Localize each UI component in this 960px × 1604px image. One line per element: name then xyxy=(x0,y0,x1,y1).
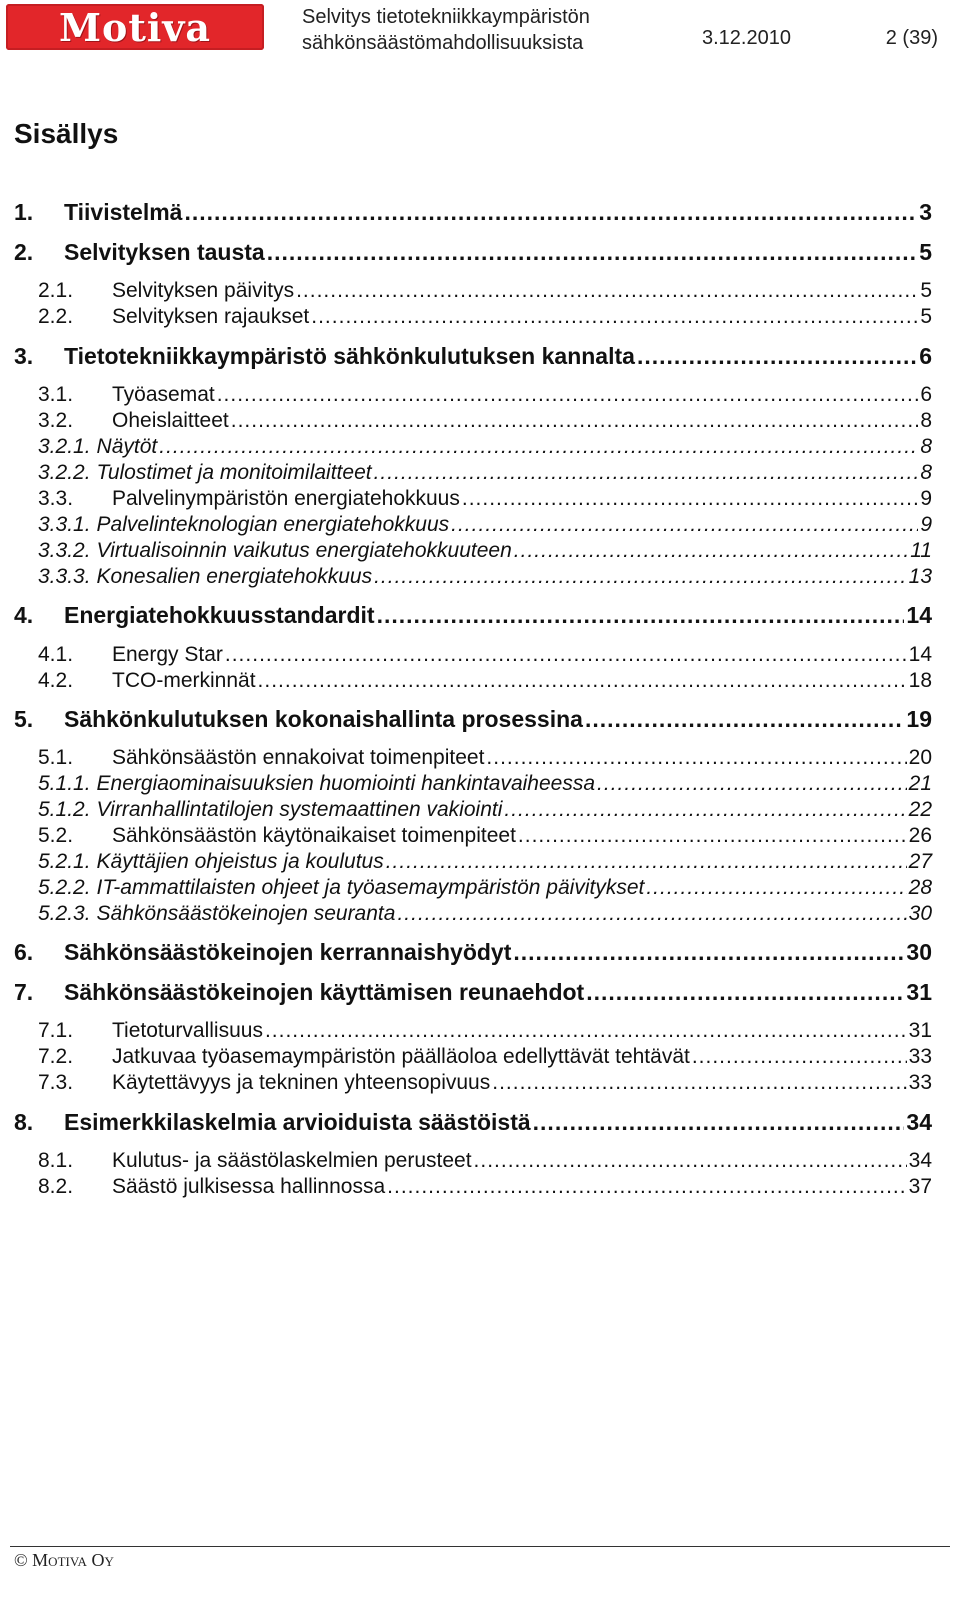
toc-entry[interactable] xyxy=(14,746,932,770)
logo-text: Motiva xyxy=(58,4,212,50)
toc-entry-number: 3.2. xyxy=(38,409,74,432)
toc-entry-title: Konesalien energiatehokkuus xyxy=(96,565,373,588)
toc-entry-title: Sähkönkulutuksen kokonaishallinta prosessina xyxy=(64,706,583,732)
toc-entry-page: 9 xyxy=(920,487,932,510)
toc-entry-number: 3.3.2. xyxy=(38,539,91,562)
toc-entry-title: Jatkuvaa työasemaympäristön päälläoloa edellyttävät tehtävät xyxy=(112,1045,690,1068)
toc-entry-title: Palvelinteknologian energiatehokkuus xyxy=(96,513,450,536)
toc-entry-number: 2. xyxy=(14,239,34,265)
toc-entry-title: Sähkönsäästökeinojen käyttämisen reunaehdot xyxy=(64,979,585,1005)
toc-entry-page: 31 xyxy=(906,979,932,1005)
toc-entry-page: 5 xyxy=(920,279,932,302)
toc-entry-page: 18 xyxy=(908,669,932,692)
toc-entry-title: Virtualisoinnin vaikutus energiatehokkuuteen xyxy=(96,539,512,562)
toc-entry[interactable] xyxy=(14,772,932,796)
toc-leader-dots xyxy=(504,798,906,822)
toc-leader-dots xyxy=(267,239,917,266)
toc-entry-page: 14 xyxy=(906,602,932,628)
toc-entry-page: 8 xyxy=(920,435,932,458)
page-number: 2 (39) xyxy=(885,27,938,49)
toc-entry-number: 3.3. xyxy=(38,487,74,510)
toc-entry[interactable] xyxy=(14,1045,932,1069)
toc-entry-number: 7.2. xyxy=(38,1045,74,1068)
toc-entry-number: 5.2.3. xyxy=(38,902,91,925)
toc-entry-title: Energiatehokkuusstandardit xyxy=(64,602,375,628)
toc-entry[interactable] xyxy=(14,383,932,407)
toc-entry-page: 21 xyxy=(908,772,932,795)
toc-entry-page: 33 xyxy=(908,1045,932,1068)
toc-leader-dots xyxy=(462,487,918,511)
toc-leader-dots xyxy=(492,1071,906,1095)
toc-entry-page: 19 xyxy=(906,706,932,732)
toc-leader-dots xyxy=(451,513,918,537)
toc-entry-page: 14 xyxy=(908,643,932,666)
toc-entry-number: 5.2.1. xyxy=(38,850,91,873)
toc-entry-title: Tulostimet ja monitoimilaitteet xyxy=(96,461,372,484)
toc-leader-dots xyxy=(387,1175,906,1199)
toc-leader-dots xyxy=(637,343,917,370)
toc-entry-number: 4.1. xyxy=(38,643,74,666)
toc-leader-dots xyxy=(474,1149,907,1173)
toc-entry-number: 6. xyxy=(14,939,34,965)
toc-entry[interactable] xyxy=(14,798,932,822)
toc-entry[interactable] xyxy=(14,979,932,1006)
toc-entry[interactable] xyxy=(14,279,932,303)
toc-entry-page: 3 xyxy=(919,199,932,225)
toc-entry-page: 34 xyxy=(906,1109,932,1135)
toc-leader-dots xyxy=(374,461,919,485)
toc-entry[interactable] xyxy=(14,939,932,966)
toc-entry[interactable] xyxy=(14,824,932,848)
toc-entry-number: 5.1. xyxy=(38,746,74,769)
toc-entry-title: Sähkönsäästön ennakoivat toimenpiteet xyxy=(112,746,485,769)
toc-leader-dots xyxy=(377,602,905,629)
toc-entry-number: 5.2. xyxy=(38,824,74,847)
toc-entry-number: 3. xyxy=(14,343,34,369)
toc-entry-title: TCO-merkinnät xyxy=(112,669,256,692)
toc-entry[interactable] xyxy=(14,1071,932,1095)
toc-entry-page: 30 xyxy=(908,902,932,925)
toc-entry-page: 30 xyxy=(906,939,932,965)
toc-entry-number: 5.2.2. xyxy=(38,876,91,899)
toc-entry-page: 11 xyxy=(910,539,932,562)
toc-entry-title: Sähkönsäästökeinojen seuranta xyxy=(96,902,396,925)
toc-entry-page: 33 xyxy=(908,1071,932,1094)
toc-entry-page: 31 xyxy=(908,1019,932,1042)
toc-entry[interactable] xyxy=(14,876,932,900)
toc-entry[interactable] xyxy=(14,643,932,667)
toc-entry-title: Käyttäjien ohjeistus ja koulutus xyxy=(96,850,384,873)
toc-entry[interactable] xyxy=(14,1149,932,1173)
toc-leader-dots xyxy=(296,279,918,303)
toc-leader-dots xyxy=(585,706,904,733)
toc-leader-dots xyxy=(258,669,907,693)
document-date: 3.12.2010 xyxy=(702,27,791,49)
toc-entry-number: 8.2. xyxy=(38,1175,74,1198)
toc-entry-title: Palvelinympäristön energiatehokkuus xyxy=(112,487,460,510)
toc-entry-page: 20 xyxy=(908,746,932,769)
toc-entry[interactable] xyxy=(14,706,932,733)
toc-entry[interactable] xyxy=(14,343,932,370)
toc-entry-title: Energy Star xyxy=(112,643,223,666)
toc-entry-title: Tietotekniikkaympäristö sähkönkulutuksen kannalta xyxy=(64,343,635,369)
toc-leader-dots xyxy=(533,1109,905,1136)
toc-entry-page: 6 xyxy=(920,383,932,406)
toc-entry-number: 5.1.2. xyxy=(38,798,91,821)
toc-leader-dots xyxy=(513,939,904,966)
toc-entry-title: Sähkönsäästökeinojen kerrannaishyödyt xyxy=(64,939,512,965)
toc-entry-number: 5. xyxy=(14,706,34,732)
toc-entry-number: 3.2.2. xyxy=(38,461,91,484)
toc-entry-title: Oheislaitteet xyxy=(112,409,229,432)
toc-entry-number: 3.3.3. xyxy=(38,565,91,588)
toc-entry[interactable] xyxy=(14,539,932,563)
toc-entry-number: 4. xyxy=(14,602,34,628)
toc-entry[interactable] xyxy=(14,902,932,926)
toc-leader-dots xyxy=(265,1019,907,1043)
toc-entry-number: 2.2. xyxy=(38,305,74,328)
toc-entry-page: 27 xyxy=(908,850,932,873)
toc-entry-page: 22 xyxy=(908,798,932,821)
toc-entry[interactable] xyxy=(14,461,932,485)
toc-entry[interactable] xyxy=(14,565,932,589)
toc-leader-dots xyxy=(518,824,907,848)
document-title-line2: sähkönsäästömahdollisuuksista xyxy=(302,32,584,54)
toc-entry-number: 3.3.1. xyxy=(38,513,91,536)
toc-entry-page: 9 xyxy=(920,513,932,536)
toc-entry-title: Kulutus- ja säästölaskelmien perusteet xyxy=(112,1149,472,1172)
toc-entry[interactable] xyxy=(14,850,932,874)
toc-entry-number: 7.3. xyxy=(38,1071,74,1094)
toc-entry[interactable] xyxy=(14,513,932,537)
toc-entry-title: Käytettävyys ja tekninen yhteensopivuus xyxy=(112,1071,491,1094)
toc-entry-title: IT-ammattilaisten ohjeet ja työasemaympäristön päivitykset xyxy=(96,876,645,899)
toc-entry-number: 4.2. xyxy=(38,669,74,692)
toc-entry-page: 13 xyxy=(908,565,932,588)
toc-entry-page: 37 xyxy=(908,1175,932,1198)
toc-entry[interactable] xyxy=(14,305,932,329)
toc-entry[interactable] xyxy=(14,435,932,459)
toc-leader-dots xyxy=(374,565,907,589)
toc-entry-title: Tietoturvallisuus xyxy=(112,1019,263,1042)
toc-entry-title: Esimerkkilaskelmia arvioiduista säästöistä xyxy=(64,1109,531,1135)
toc-entry-number: 5.1.1. xyxy=(38,772,91,795)
toc-entry-page: 5 xyxy=(919,239,932,265)
toc-entry-page: 8 xyxy=(920,409,932,432)
motiva-logo xyxy=(6,4,264,50)
toc-entry[interactable] xyxy=(14,602,932,629)
footer-divider xyxy=(10,1546,950,1547)
toc-entry-number: 7. xyxy=(14,979,34,1005)
toc-entry-title: Selvityksen rajaukset xyxy=(112,305,310,328)
toc-leader-dots xyxy=(646,876,906,900)
toc-leader-dots xyxy=(514,539,908,563)
toc-entry-number: 3.1. xyxy=(38,383,74,406)
toc-leader-dots xyxy=(184,199,917,226)
toc-entry-number: 7.1. xyxy=(38,1019,74,1042)
footer-copyright: © Motiva Oy xyxy=(14,1550,114,1570)
toc-entry[interactable] xyxy=(14,239,932,266)
toc-entry-number: 1. xyxy=(14,199,34,225)
toc-entry-page: 8 xyxy=(920,461,932,484)
toc-entry-title: Selvityksen tausta xyxy=(64,239,265,265)
toc-leader-dots xyxy=(397,902,906,926)
toc-entry-number: 8. xyxy=(14,1109,34,1135)
toc-entry-title: Sähkönsäästön käytönaikaiset toimenpiteet xyxy=(112,824,516,847)
toc-entry[interactable] xyxy=(14,199,932,226)
toc-entry-title: Virranhallintatilojen systemaattinen vakiointi xyxy=(96,798,503,821)
toc-entry-title: Selvityksen päivitys xyxy=(112,279,295,302)
toc-entry-title: Työasemat xyxy=(112,383,215,406)
toc-entry[interactable] xyxy=(14,409,932,433)
toc-entry[interactable] xyxy=(14,669,932,693)
toc-leader-dots xyxy=(586,979,904,1006)
toc-entry-page: 28 xyxy=(908,876,932,899)
toc-leader-dots xyxy=(217,383,919,407)
toc-leader-dots xyxy=(231,409,919,433)
toc-entry-page: 6 xyxy=(919,343,932,369)
toc-entry[interactable] xyxy=(14,1175,932,1199)
toc-leader-dots xyxy=(386,850,907,874)
document-title-line1: Selvitys tietotekniikkaympäristön xyxy=(302,6,590,28)
toc-entry-number: 2.1. xyxy=(38,279,74,302)
toc-entry-page: 26 xyxy=(908,824,932,847)
toc-leader-dots xyxy=(486,746,906,770)
toc-entry-title: Energiaominaisuuksien huomiointi hankintavaiheessa xyxy=(96,772,596,795)
toc-entry-page: 5 xyxy=(920,305,932,328)
toc-entry-title: Näytöt xyxy=(96,435,158,458)
toc-entry[interactable] xyxy=(14,1019,932,1043)
toc-leader-dots xyxy=(692,1045,907,1069)
toc-entry-number: 3.2.1. xyxy=(38,435,91,458)
toc-entry-number: 8.1. xyxy=(38,1149,74,1172)
toc-entry-title: Säästö julkisessa hallinnossa xyxy=(112,1175,386,1198)
document-title xyxy=(302,4,590,56)
toc-entry-title: Tiivistelmä xyxy=(64,199,183,225)
toc-leader-dots xyxy=(159,435,918,459)
toc-leader-dots xyxy=(225,643,907,667)
toc-entry[interactable] xyxy=(14,1109,932,1136)
toc-entry-page: 34 xyxy=(908,1149,932,1172)
toc-heading: Sisällys xyxy=(14,118,119,149)
toc-entry[interactable] xyxy=(14,487,932,511)
toc-leader-dots xyxy=(311,305,918,329)
toc-leader-dots xyxy=(597,772,907,796)
